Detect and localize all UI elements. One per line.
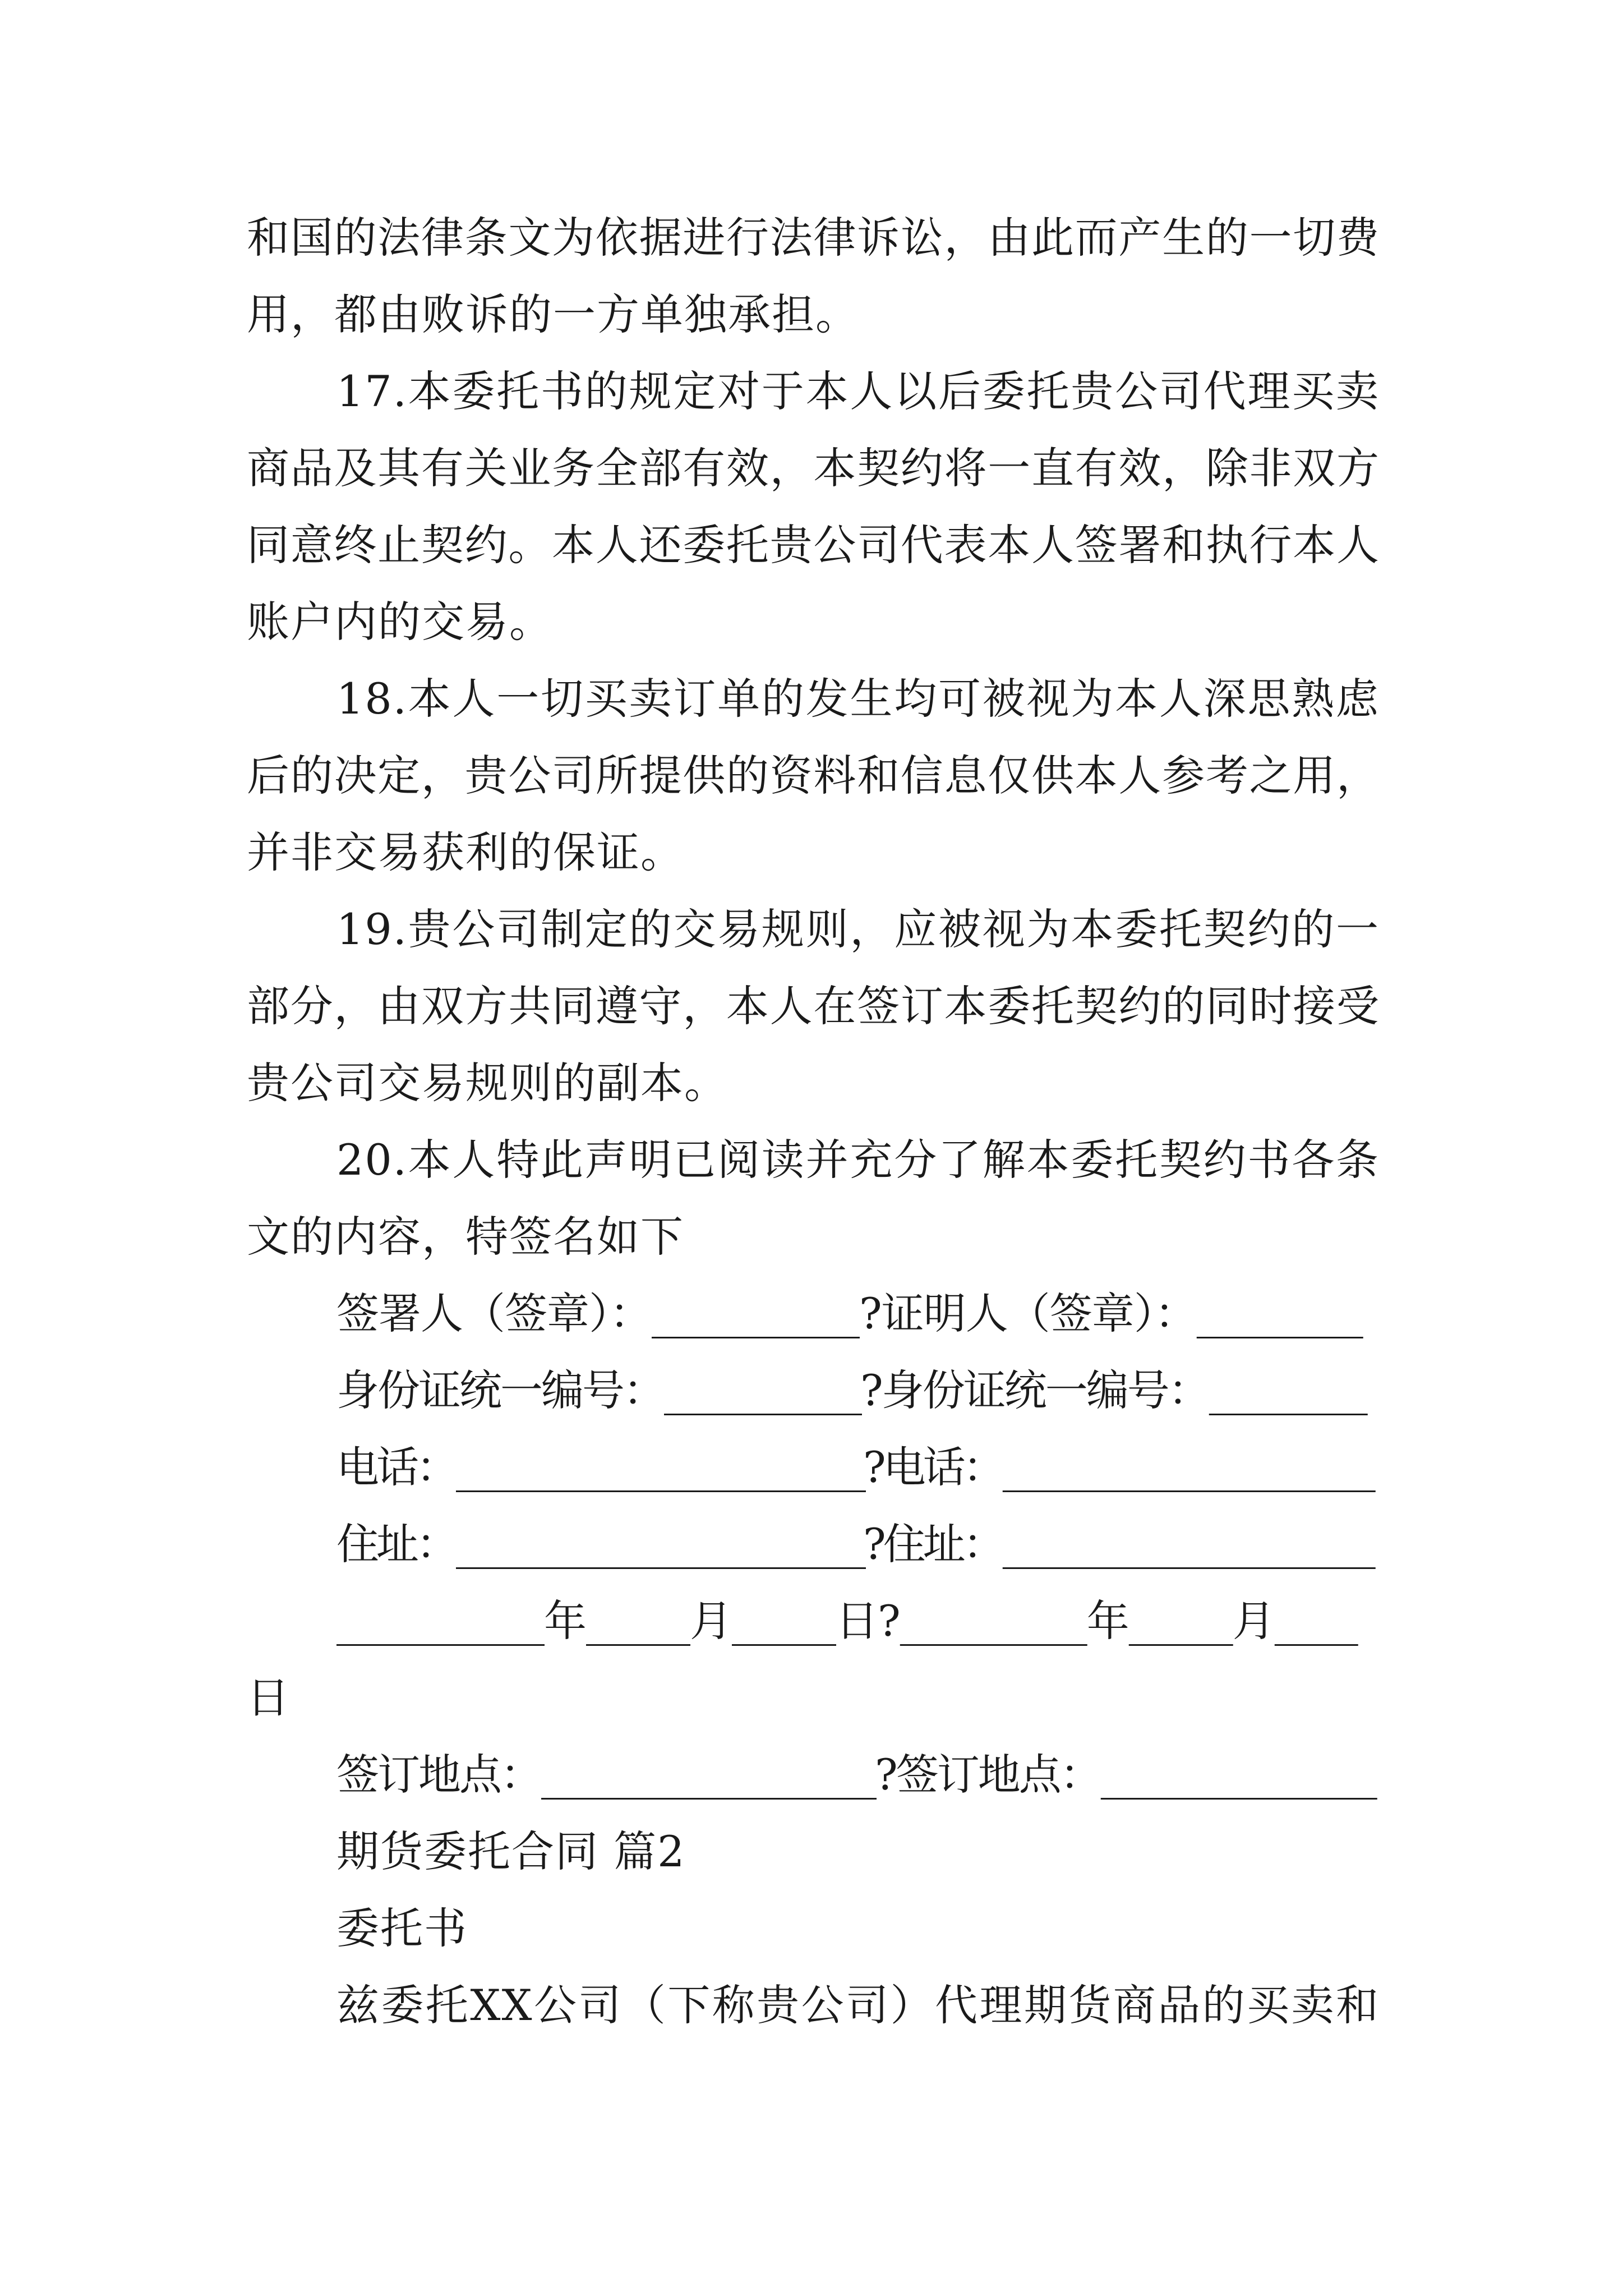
text-line: 账户内的交易。 (247, 597, 553, 647)
text-line: 电话：______________________?电话：____________________ (336, 1442, 1373, 1492)
text-line: __________年_____月_____日?_________年_____月____ (336, 1596, 1358, 1646)
text-line: 住址：______________________?住址：____________________ (336, 1519, 1373, 1569)
document-body (247, 199, 1380, 2044)
text-line: 20.本人特此声明已阅读并充分了解本委托契约书各条 (336, 1135, 1380, 1185)
text-line: 19.贵公司制定的交易规则，应被视为本委托契约的一 (336, 904, 1380, 954)
text-line: 部分，由双方共同遵守，本人在签订本委托契约的同时接受 (247, 981, 1380, 1031)
text-line: 后的决定，贵公司所提供的资料和信息仅供本人参考之用， (247, 751, 1380, 800)
text-line: 身份证统一编号：__________?身份证统一编号：________ (336, 1365, 1366, 1415)
text-line: 兹委托XX公司（下称贵公司）代理期货商品的买卖和 (336, 1980, 1380, 2030)
text-line: 签订地点：_________________?签订地点：______________ (336, 1750, 1376, 1800)
text-line: 委托书 (336, 1903, 468, 1953)
text-line: 商品及其有关业务全部有效，本契约将一直有效，除非双方 (247, 443, 1380, 493)
text-line: 贵公司交易规则的副本。 (247, 1058, 728, 1108)
text-line: 文的内容，特签名如下 (247, 1212, 684, 1262)
text-line: 和国的法律条文为依据进行法律诉讼，由此而产生的一切费 (247, 213, 1380, 263)
text-line: 期货委托合同 篇2 (336, 1826, 686, 1876)
text-line: 18.本人一切买卖订单的发生均可被视为本人深思熟虑 (336, 674, 1380, 724)
text-line: 日 (247, 1673, 291, 1723)
text-line: 17.本委托书的规定对于本人以后委托贵公司代理买卖 (336, 366, 1380, 416)
text-line: 并非交易获利的保证。 (247, 827, 684, 877)
text-line: 同意终止契约。本人还委托贵公司代表本人签署和执行本人 (247, 520, 1380, 570)
text-line: 签署人（签章）：__________?证明人（签章）：________ (336, 1289, 1363, 1338)
text-line: 用，都由败诉的一方单独承担。 (247, 289, 859, 339)
